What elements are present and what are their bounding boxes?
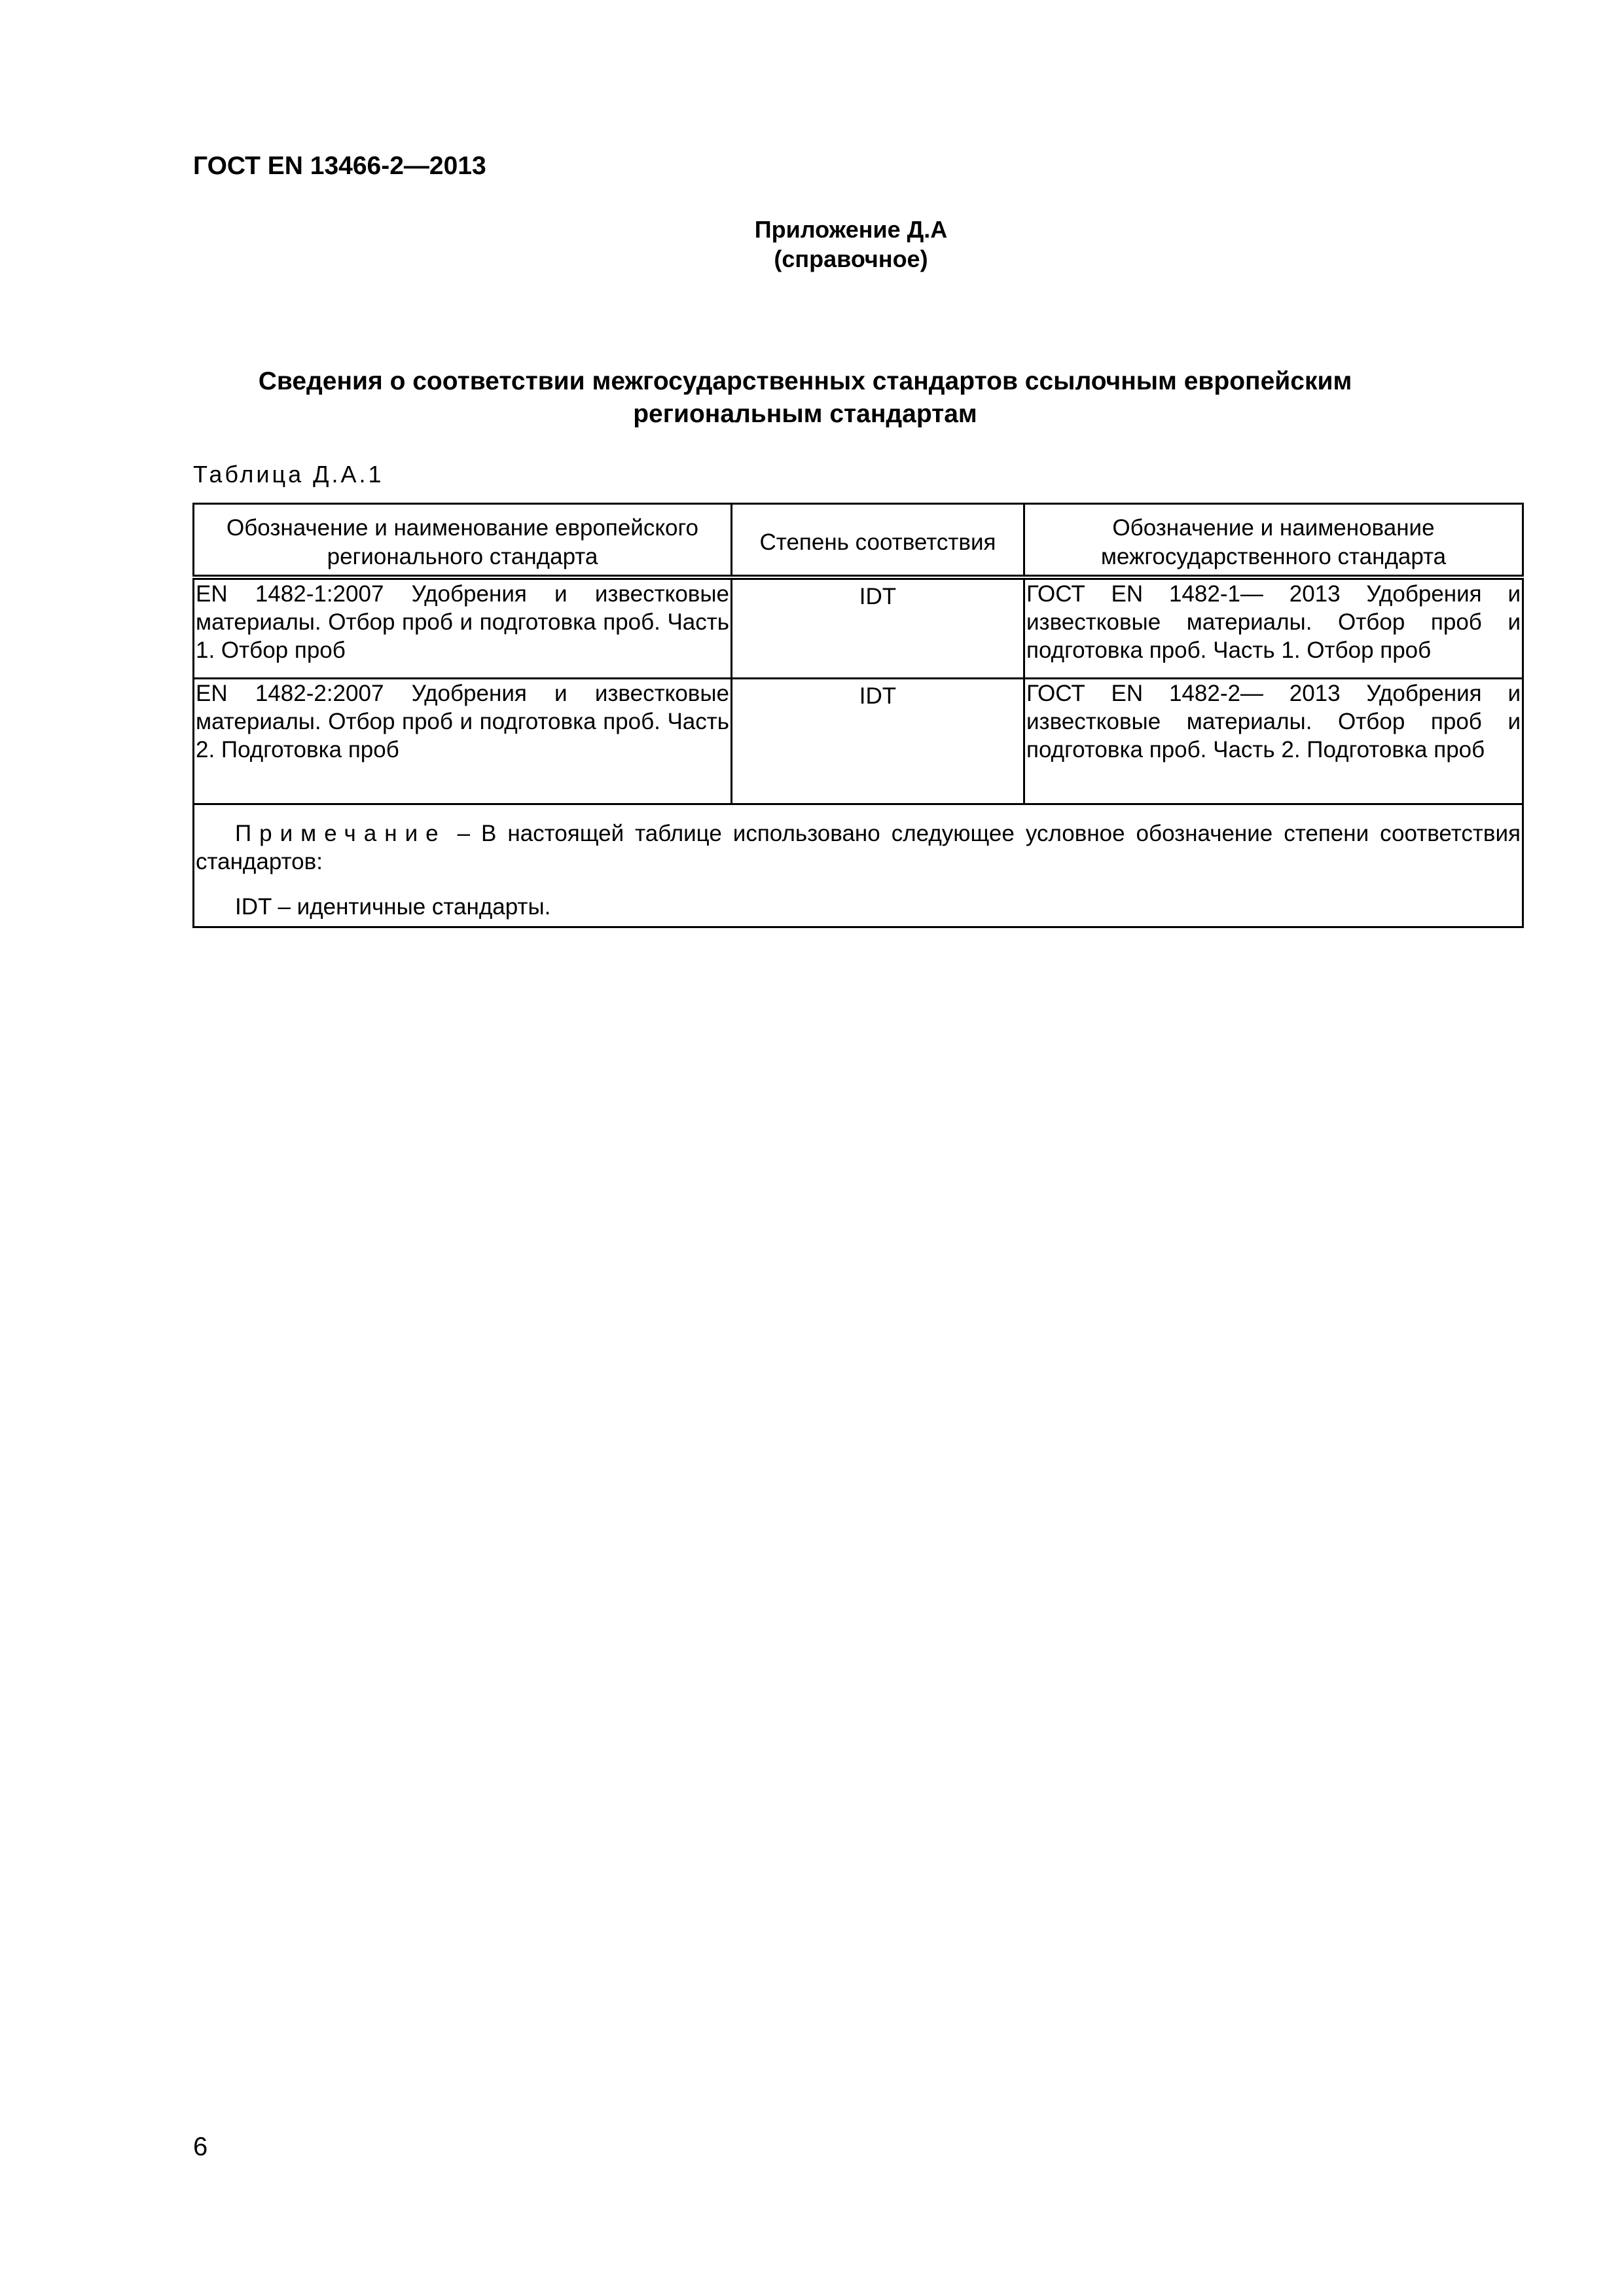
table-note	[194, 804, 1523, 927]
cell-european-standard: EN 1482-1:2007 Удобрения и известковые материалы. Отбор проб и подготовка проб. Часть 1. Отбор проб	[194, 577, 732, 679]
cell-interstate-standard: ГОСТ EN 1482-1— 2013 Удобрения и известковые материалы. Отбор проб и подготовка проб. Часть 1. Отбор проб	[1024, 577, 1523, 679]
document-code: ГОСТ EN 13466-2—2013	[193, 152, 486, 180]
section-title	[196, 365, 1414, 431]
note-legend: IDT – идентичные стандарты.	[235, 894, 551, 920]
section-title-line-2: региональным стандартам	[633, 399, 977, 428]
cell-degree: IDT	[732, 679, 1024, 804]
cell-degree: IDT	[732, 577, 1024, 679]
table-header-row	[194, 504, 1523, 578]
page-number: 6	[193, 2132, 208, 2161]
table-row	[194, 679, 1523, 804]
appendix-title: Приложение Д.А	[754, 216, 948, 243]
cell-interstate-standard: ГОСТ EN 1482-2— 2013 Удобрения и известковые материалы. Отбор проб и подготовка проб. Часть 2. Подготовка проб	[1024, 679, 1523, 804]
note-body: – В настоящей таблице использовано следующее условное обозначение степени соответствия стандартов:	[196, 821, 1521, 875]
header-interstate-standard: Обозначение и наименование межгосударственного стандарта	[1024, 504, 1523, 578]
note-text	[196, 819, 1521, 876]
appendix-subtitle: (справочное)	[774, 245, 928, 272]
note-label: Примечание	[235, 821, 446, 846]
standards-table	[192, 503, 1524, 928]
table-row	[194, 577, 1523, 679]
table-note-row	[194, 804, 1523, 927]
header-european-standard: Обозначение и наименование европейского регионального стандарта	[194, 504, 732, 578]
cell-european-standard: EN 1482-2:2007 Удобрения и известковые материалы. Отбор проб и подготовка проб. Часть 2. Подготовка проб	[194, 679, 732, 804]
table-label: Таблица Д.А.1	[193, 461, 384, 488]
section-title-line-1: Сведения о соответствии межгосударственных стандартов ссылочным европейским	[258, 367, 1352, 395]
header-degree-of-conformity: Степень соответствия	[732, 504, 1024, 578]
appendix-heading	[674, 215, 1028, 274]
